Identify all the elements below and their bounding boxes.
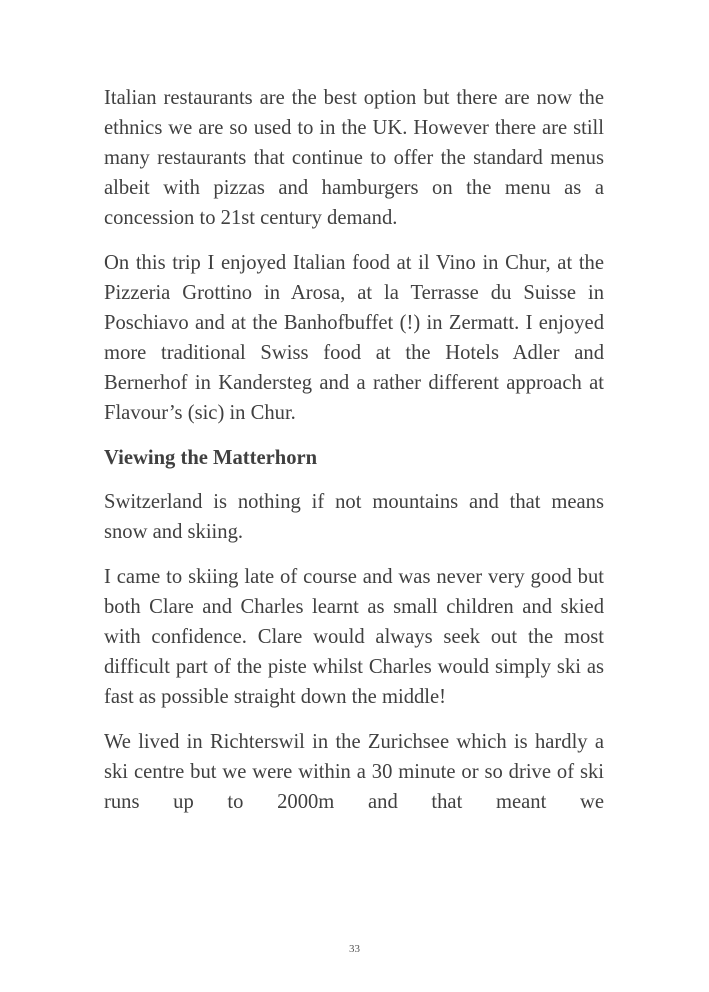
- paragraph-switzerland-mountains: Switzerland is nothing if not mountains and that means snow and skiing.: [104, 491, 604, 543]
- page-body: [104, 83, 604, 832]
- paragraph-italian-restaurants: Italian restaurants are the best option but there are now the ethnics we are so used to in the UK. However there are still many restaurants that continue to offer the standard menus albeit with pizzas and hamburgers on the menu as a concession to 21st century demand.: [104, 87, 604, 229]
- paragraph-skiing: I came to skiing late of course and was never very good but both Clare and Charles learnt as small children and skied with confidence. Clare would always seek out the most difficult part of the piste whilst Charles would simply ski as fast as possible straight down the middle!: [104, 566, 604, 708]
- paragraph-richterswil: We lived in Richterswil in the Zurichsee which is hardly a ski centre but we were within a 30 minute or so drive of ski runs up to 2000m and that meant we: [104, 731, 604, 813]
- page-number: 33: [349, 943, 360, 955]
- paragraph-trip-restaurants: On this trip I enjoyed Italian food at il Vino in Chur, at the Pizzeria Grottino in Arosa, at la Terrasse du Suisse in Poschiavo and at the Banhofbuffet (!) in Zermatt. I enjoyed more traditional Swiss food at the Hotels Adler and Bernerhof in Kandersteg and a rather different approach at Flavour’s (sic) in Chur.: [104, 252, 604, 424]
- section-heading: Viewing the Matterhorn: [104, 447, 318, 469]
